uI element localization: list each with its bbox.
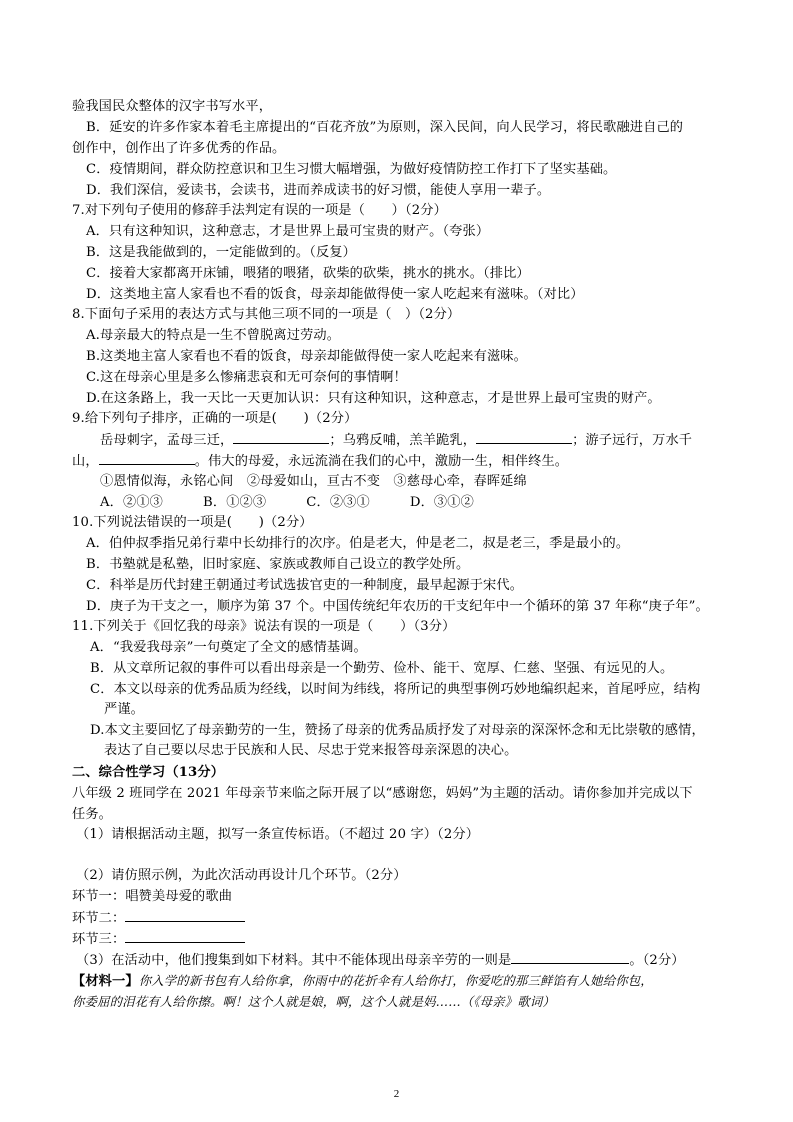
page-number: 2	[393, 1088, 400, 1100]
task-2: （2）请仿照示例，为此次活动再设计几个环节。（2分）	[76, 868, 407, 883]
question-10: 10.下列说法错误的一项是( )（2分）	[72, 515, 313, 530]
q9-text-e: 。伟大的母爱，永远流淌在我们的心中，激励一生，相伴终生。	[194, 454, 569, 469]
intro-line-cont: 任务。	[72, 807, 113, 822]
q8-option-a: A.母亲最大的特点是一生不曾脱离过劳动。	[86, 328, 341, 343]
task-3-blank[interactable]	[511, 950, 629, 964]
q11-option-b: B．从文章所记叙的事件可以看出母亲是一个勤劳、俭朴、能干、宽厚、仁慈、坚强、有远见的人。	[90, 661, 674, 676]
option-b: B．延安的许多作家本着毛主席提出的“百花齐放”为原则，深入民间，向人民学习，将民歌融进自己的	[86, 120, 684, 135]
link-3-blank[interactable]	[125, 929, 245, 943]
q9-text-a: 岳母刺字，孟母三迁，	[100, 433, 234, 448]
q7-option-d: D．这类地主富人家看也不看的饭食，母亲却能做得使一家人吃起来有滋味。（对比）	[86, 287, 584, 302]
material-text: 你入学的新书包有人给你拿，你雨中的花折伞有人给你打，你爱吃的那三鲜馅有人她给你包，	[138, 973, 653, 988]
option-d: D．我们深信，爱读书，会读书，进而养成读书的好习惯，能使人享用一辈子。	[86, 183, 551, 198]
text-line: 验我国民众整体的汉字书写水平，	[72, 99, 273, 114]
q9-text-b: ；乌鸦反哺，羔羊跪乳，	[329, 433, 477, 448]
q7-option-c: C．接着大家都离开床铺，喂猪的喂猪，砍柴的砍柴，挑水的挑水。（排比）	[86, 266, 530, 281]
q10-option-d: D．庚子为干支之一，顺序为第 37 个。中国传统纪年农历的干支纪年中一个循环的第 37 年称“庚子年”。	[86, 599, 709, 614]
activity-link-1: 环节一：唱赞美母爱的歌曲	[72, 889, 233, 904]
section-heading: 二、综合性学习（13分）	[72, 765, 225, 780]
q9-blank-2[interactable]	[476, 430, 572, 444]
q9-answer-choices: A．②①③ B．①②③ C．②③① D．③①②	[100, 495, 474, 510]
q11-option-d-cont: 表达了自己要以尽忠于民族和人民、尽忠于党来报答母亲深恩的决心。	[104, 743, 518, 758]
question-8: 8.下面句子采用的表达方式与其他三项不同的一项是（ ）（2分）	[72, 307, 461, 322]
q11-option-c-cont: 严谨。	[104, 702, 145, 717]
q7-option-a: A．只有这种知识，这种意志，才是世界上最可宝贵的财产。（夸张）	[86, 224, 490, 239]
q9-blank-3[interactable]	[99, 451, 195, 465]
activity-link-2	[72, 908, 245, 929]
material-1-line2: 你委屈的泪花有人给你擦。啊！这个人就是娘，啊，这个人就是妈……（《母亲》歌词）	[72, 994, 555, 1009]
q8-option-d: D.在这条路上，我一天比一天更加认识：只有这种知识，这种意志，才是世界上最可宝贵的财产。	[86, 391, 661, 406]
q11-option-a: A．“我爱我母亲”一句奠定了全文的感情基调。	[90, 640, 367, 655]
task-3	[76, 950, 685, 971]
question-11: 11.下列关于《回忆我的母亲》说法有误的一项是（ ）（3分）	[72, 619, 456, 634]
q9-text-d: 山，	[72, 454, 99, 469]
question-9: 9.给下列句子排序，正确的一项是( )（2分）	[72, 411, 358, 426]
q9-text-c: ；游子远行，万水千	[572, 433, 693, 448]
q10-option-b: B．书塾就是私塾，旧时家庭、家族或教师自己设立的教学处所。	[86, 557, 470, 572]
q10-option-c: C．科举是历代封建王朝通过考试选拔官吏的一种制度，最早起源于宋代。	[86, 578, 524, 593]
q11-option-d: D.本文主要回忆了母亲勤劳的一生，赞扬了母亲的优秀品质抒发了对母亲的深深怀念和无比崇敬的感情，	[90, 723, 705, 738]
task-1: （1）请根据活动主题，拟写一条宣传标语。（不超过 20 字）（2分）	[76, 827, 480, 842]
intro-line: 八年级 2 班同学在 2021 年母亲节来临之际开展了以“感谢您，妈妈”为主题的活动。请你参加并完成以下	[72, 786, 693, 801]
question-7: 7.对下列句子使用的修辞手法判定有误的一项是（ ）（2分）	[72, 203, 447, 218]
option-c: C．疫情期间，群众防控意识和卫生习惯大幅增强，为做好疫情防控工作打下了坚实基础。	[86, 162, 617, 177]
q9-options-list: ①恩情似海，永铭心间 ②母爱如山，亘古不变 ③慈母心牵，春晖延绵	[100, 474, 527, 489]
q8-option-b: B.这类地主富人家看也不看的饭食，母亲却能做得使一家人吃起来有滋味。	[86, 349, 527, 364]
q9-sentence-line1	[100, 430, 692, 451]
q9-sentence-line2	[72, 451, 568, 472]
task-3-score: 。（2分）	[629, 953, 685, 968]
q7-option-b: B．这是我能做到的，一定能做到的。（反复）	[86, 245, 356, 260]
material-1-line1	[72, 971, 653, 992]
text-line: 创作中，创作出了许多优秀的作品。	[72, 141, 286, 156]
q9-blank-1[interactable]	[233, 430, 329, 444]
q8-option-c: C.这在母亲心里是多么惨痛悲哀和无可奈何的事情啊！	[86, 370, 407, 385]
material-label: 【材料一】	[72, 974, 139, 989]
link-2-label: 环节二：	[72, 911, 126, 926]
link-2-blank[interactable]	[125, 908, 245, 922]
link-3-label: 环节三：	[72, 932, 126, 947]
task-3-text: （3）在活动中，他们搜集到如下材料。其中不能体现出母亲辛劳的一则是	[76, 953, 512, 968]
activity-link-3	[72, 929, 245, 950]
q10-option-a: A．伯仲叔季指兄弟行辈中长幼排行的次序。伯是老大，仲是老二，叔是老三，季是最小的。	[86, 536, 630, 551]
q11-option-c: C．本文以母亲的优秀品质为经线，以时间为纬线，将所记的典型事例巧妙地编织起来，首尾呼应，结构	[90, 682, 701, 697]
